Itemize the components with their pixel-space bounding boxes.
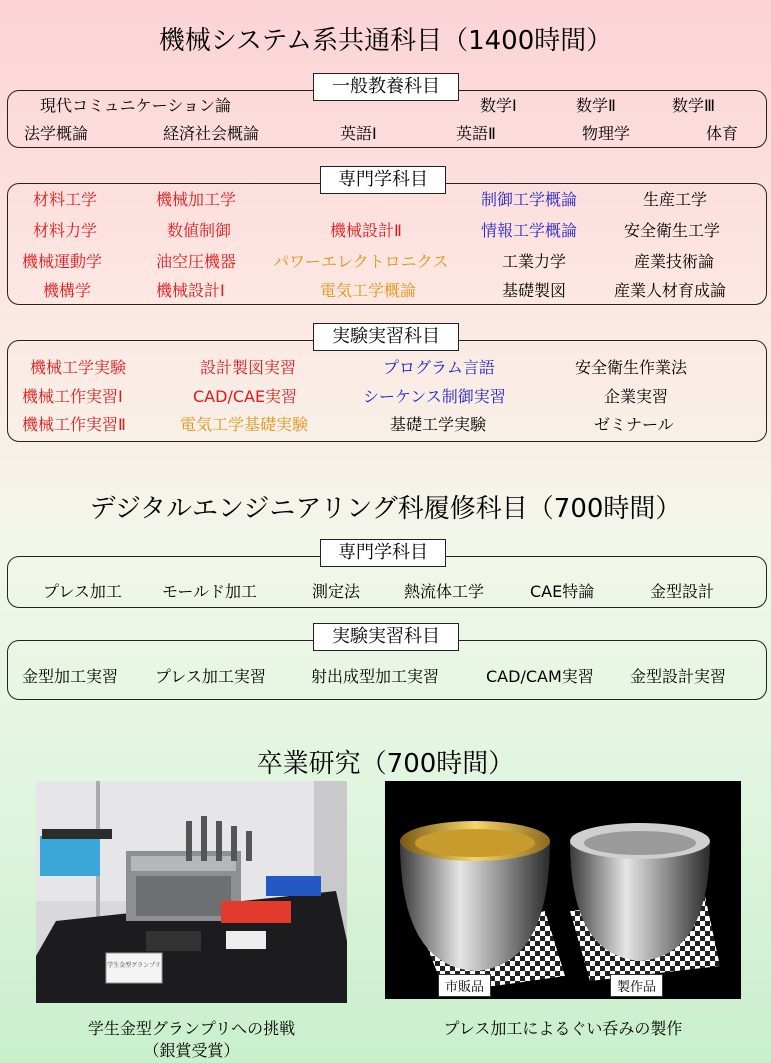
subject: 機械設計Ⅰ	[156, 281, 225, 300]
subject: CAD/CAM実習	[486, 667, 594, 686]
subject: 法学概論	[24, 124, 89, 143]
subject: 電気工学概論	[320, 281, 417, 300]
subject: モールド加工	[162, 582, 258, 601]
subject: 射出成型加工実習	[311, 667, 440, 686]
de-specialized-label: 専門学科目	[320, 539, 446, 567]
subject: 材料力学	[33, 221, 98, 240]
handmade-tag: 製作品	[610, 974, 663, 997]
subject: ゼミナール	[594, 415, 674, 434]
mold-photo	[36, 781, 347, 1003]
subject: プログラム言語	[383, 358, 495, 377]
subject: 制御工学概論	[481, 190, 578, 209]
cups-caption: プレス加工によるぐい呑みの製作	[443, 1019, 683, 1038]
subject: 企業実習	[604, 387, 669, 406]
mold-caption-1: 学生金型グランプリへの挑戦	[87, 1019, 296, 1038]
commercial-tag: 市販品	[438, 974, 491, 997]
subject: 現代コミュニケーション論	[40, 96, 232, 115]
mold-photo-sign: 学生金型グランプリ	[107, 962, 161, 969]
subject: 工業力学	[502, 252, 567, 271]
section2-title: デジタルエンジニアリング科履修科目（700時間）	[89, 494, 682, 524]
subject: プレス加工実習	[155, 667, 266, 686]
subject: プレス加工	[43, 582, 122, 601]
subject: 機構学	[43, 281, 92, 300]
subject: 電気工学基礎実験	[180, 415, 309, 434]
subject: 物理学	[582, 124, 631, 143]
subject: 金型加工実習	[22, 667, 119, 686]
de-practice-label: 実験実習科目	[313, 623, 459, 651]
subject: 基礎製図	[502, 281, 567, 300]
subject: パワーエレクトロニクス	[273, 252, 449, 271]
subject: 金型設計	[650, 582, 715, 601]
subject: 機械工作実習Ⅱ	[22, 415, 126, 434]
specialized-label: 専門学科目	[320, 166, 446, 194]
subject: 数学Ⅰ	[480, 96, 517, 115]
section3-title: 卒業研究（700時間）	[256, 749, 515, 779]
subject: 安全衛生工学	[624, 221, 721, 240]
subject: 英語Ⅱ	[456, 124, 496, 143]
subject: 油空圧機器	[156, 252, 237, 271]
subject: シーケンス制御実習	[363, 387, 506, 406]
subject: CAD/CAE実習	[193, 387, 298, 406]
cups-photo	[385, 781, 741, 999]
subject: 数学Ⅲ	[672, 96, 716, 115]
subject: 機械設計Ⅱ	[330, 221, 402, 240]
subject: 情報工学概論	[481, 221, 578, 240]
general-education-label: 一般教養科目	[313, 73, 459, 101]
practice-label: 実験実習科目	[313, 323, 459, 351]
mold-caption-2: （銀賞受賞）	[143, 1041, 240, 1060]
subject: 安全衛生作業法	[575, 358, 688, 377]
subject: CAE特論	[530, 582, 595, 601]
subject: 数学Ⅱ	[576, 96, 616, 115]
subject: 機械工学実験	[30, 358, 127, 377]
section1-title: 機械システム系共通科目（1400時間）	[158, 26, 613, 56]
subject: 材料工学	[33, 190, 98, 209]
subject: 設計製図実習	[200, 358, 297, 377]
subject: 英語Ⅰ	[340, 124, 377, 143]
subject: 数値制御	[167, 221, 232, 240]
subject: 熱流体工学	[404, 582, 485, 601]
subject: 機械運動学	[22, 252, 103, 271]
subject: 生産工学	[643, 190, 708, 209]
subject: 金型設計実習	[630, 667, 727, 686]
subject: 産業人材育成論	[614, 281, 727, 300]
subject: 機械工作実習Ⅰ	[22, 387, 123, 406]
subject: 機械加工学	[156, 190, 237, 209]
subject: 経済社会概論	[163, 124, 260, 143]
subject: 基礎工学実験	[390, 415, 487, 434]
subject: 産業技術論	[634, 252, 715, 271]
subject: 体育	[706, 124, 739, 143]
subject: 測定法	[312, 582, 361, 601]
